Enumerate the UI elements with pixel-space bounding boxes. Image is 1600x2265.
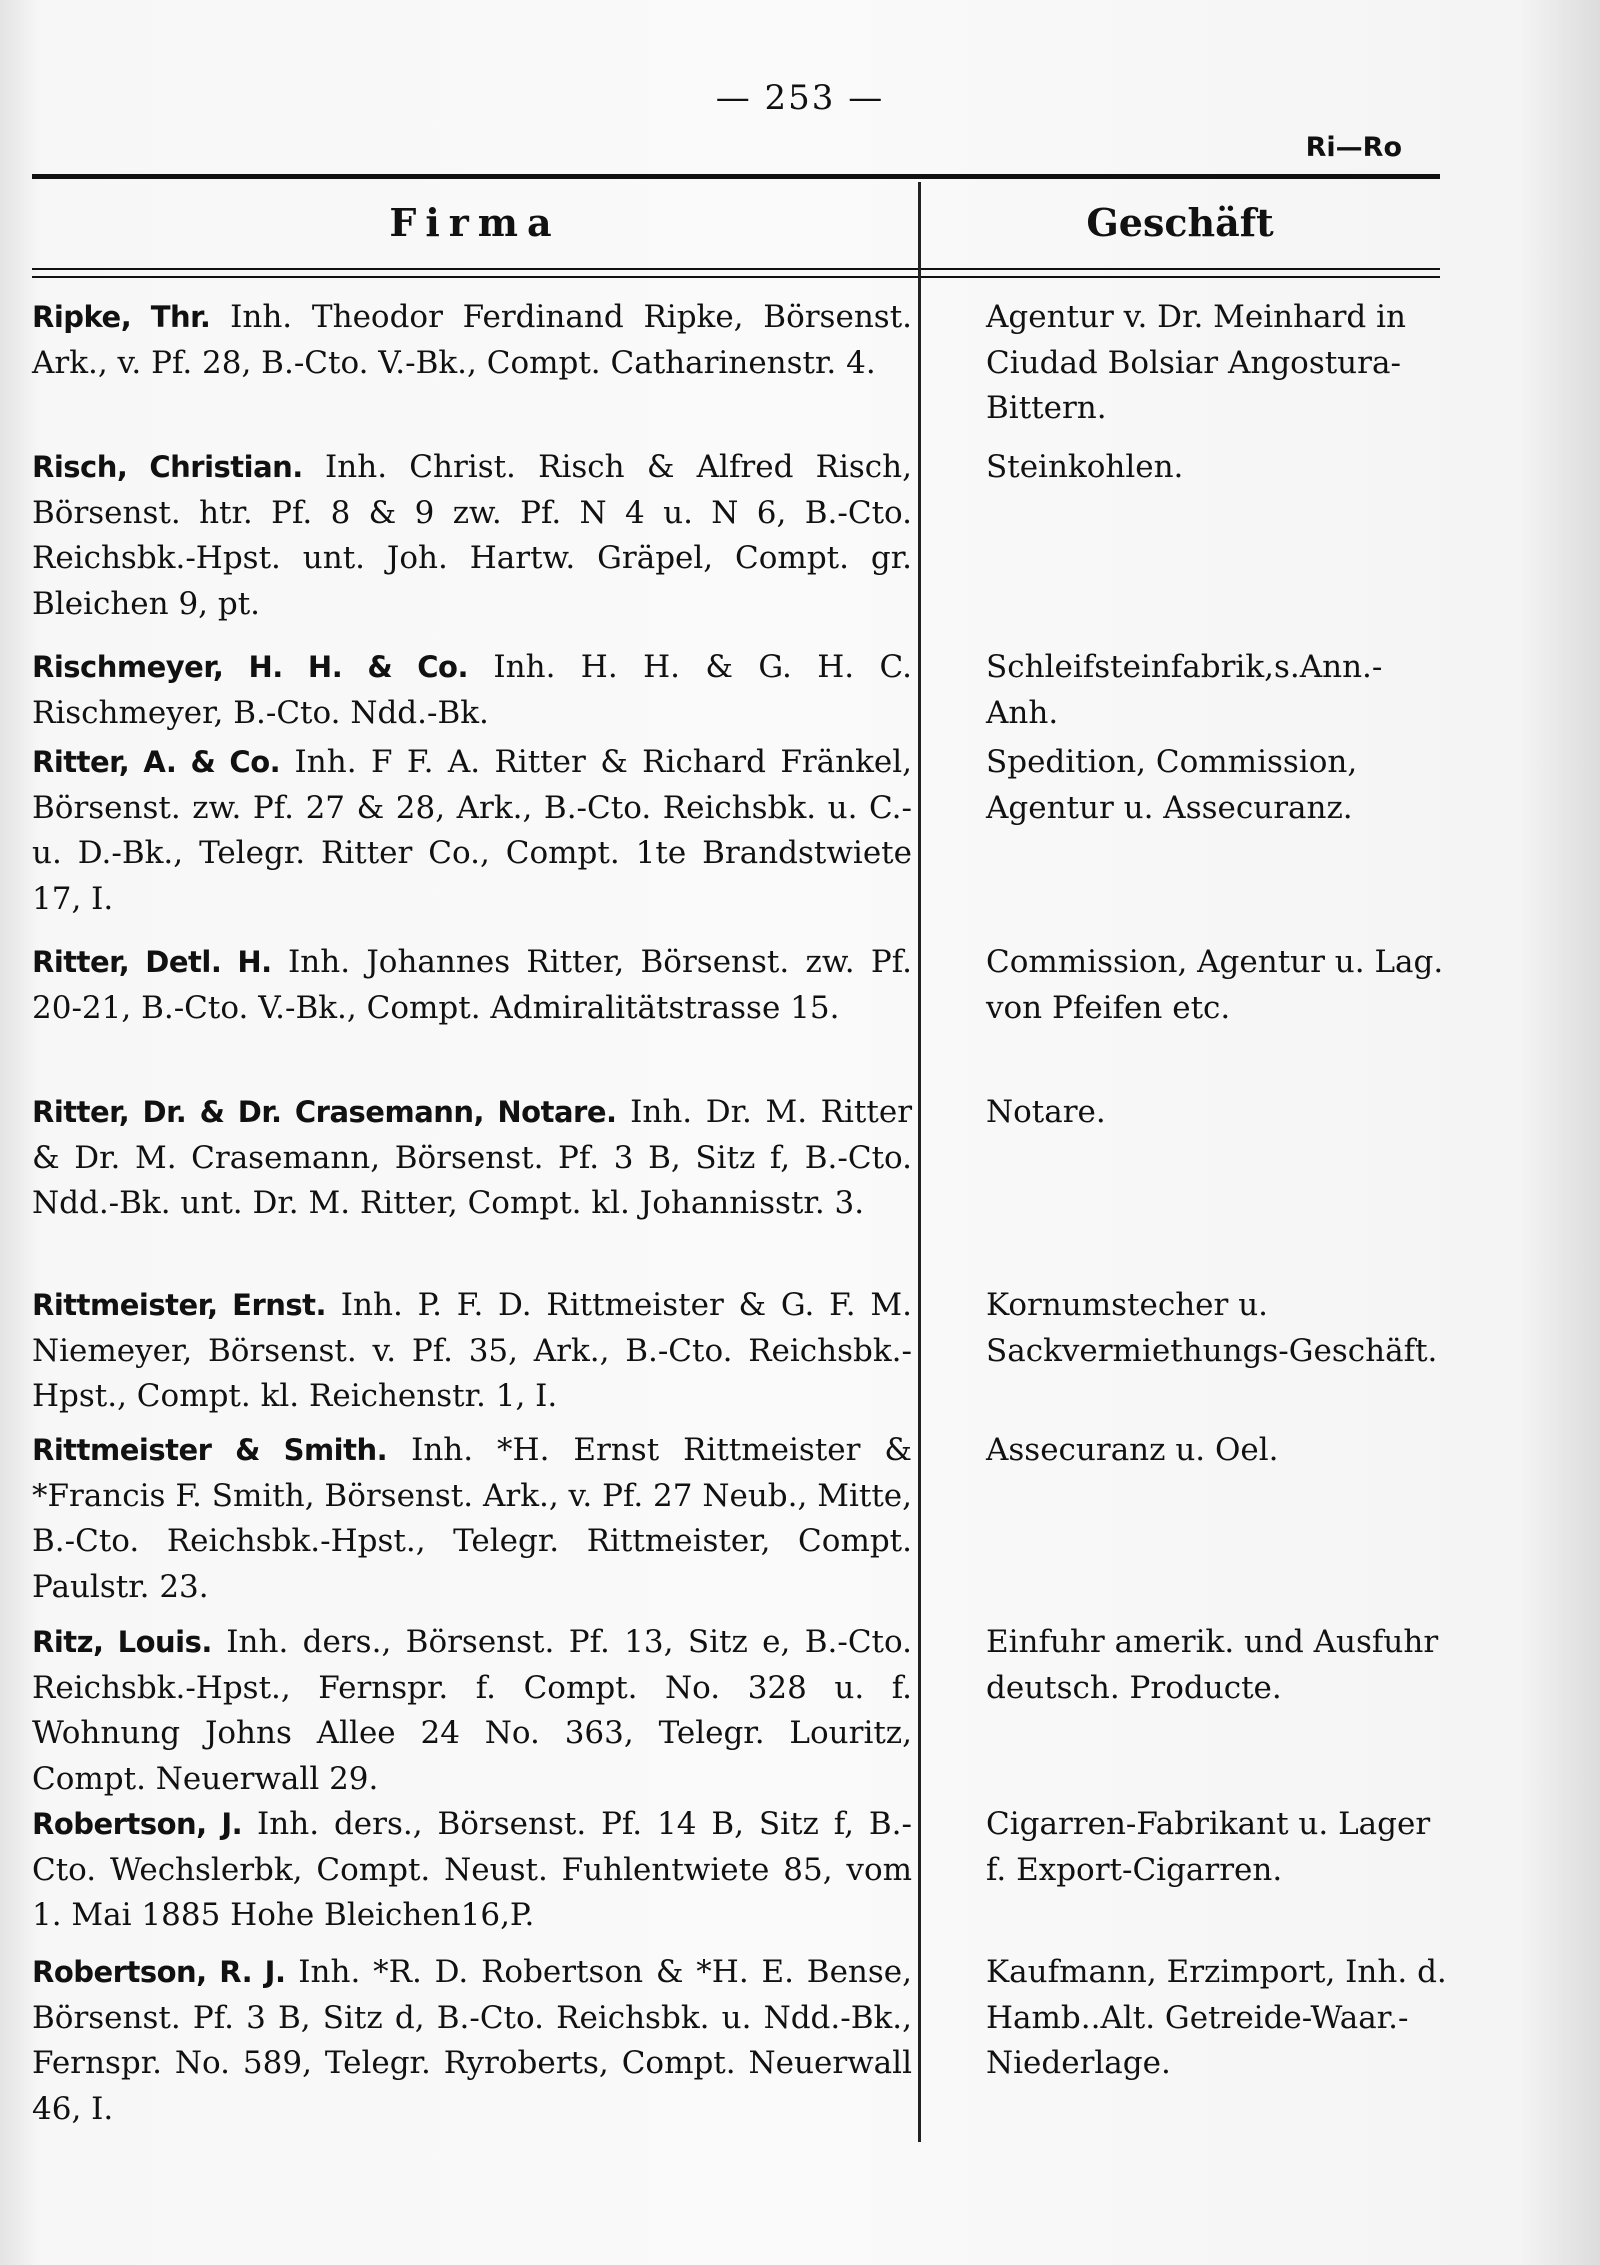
firma-cell [32,295,912,386]
firm-name: Rischmeyer, H. H. & Co. [32,650,468,684]
firma-cell [32,940,912,1031]
geschaeft-cell: Einfuhr amerik. und Ausfuhr deutsch. Producte. [986,1624,1439,1706]
firm-name: Ritter, Dr. & Dr. Crasemann, Notare. [32,1095,617,1129]
firm-name: Robertson, J. [32,1807,243,1841]
column-header-geschaeft: Geschäft [1086,200,1274,245]
firma-cell [32,1090,912,1227]
firm-details: Inh. *R. D. Robertson & *H. E. Bense, Börsenst. Pf. 3 B, Sitz d, B.-Cto. Reichsbk. u. Ndd.-Bk., Fernspr. No. 589, Telegr. Ryroberts, Compt. Neuerwall 46, I. [32,1954,912,2127]
firm-name: Ritter, Detl. H. [32,945,272,979]
firm-name: Rittmeister & Smith. [32,1433,388,1467]
firm-name: Risch, Christian. [32,450,303,484]
firm-name: Robertson, R. J. [32,1955,286,1989]
firma-cell [32,1802,912,1939]
firm-details: Inh. ders., Börsenst. Pf. 14 B, Sitz f, B.-Cto. Wechslerbk, Compt. Neust. Fuhlentwiete 85, vom 1. Mai 1885 Hohe Bleichen16,P. [32,1806,912,1933]
geschaeft-cell: Commission, Agentur u. Lag. von Pfeifen etc. [986,944,1444,1026]
geschaeft-cell: Agentur v. Dr. Meinhard in Ciudad Bolsiar Angostura-Bittern. [986,299,1406,426]
firm-details: Inh. H. H. & G. H. C. Rischmeyer, B.-Cto. Ndd.-Bk. [32,649,912,731]
firm-name: Ritz, Louis. [32,1625,212,1659]
geschaeft-cell: Notare. [986,1094,1106,1130]
geschaeft-cell: Cigarren-Fabrikant u. Lager f. Export-Cigarren. [986,1806,1431,1888]
geschaeft-cell: Steinkohlen. [986,449,1184,485]
geschaeft-cell: Assecuranz u. Oel. [986,1432,1279,1468]
column-divider [918,182,921,2142]
firm-details: Inh. F F. A. Ritter & Richard Fränkel, Börsenst. zw. Pf. 27 & 28, Ark., B.-Cto. Reichsbk. u. C.- u. D.-Bk., Telegr. Ritter Co., Compt. 1te Brandstwiete 17, I. [32,744,912,917]
firm-name: Rittmeister, Ernst. [32,1288,327,1322]
firm-details: Inh. ders., Börsenst. Pf. 13, Sitz e, B.-Cto. Reichsbk.-Hpst., Fernspr. f. Compt. No. 328 u. f. Wohnung Johns Allee 24 No. 363, Telegr. Louritz, Compt. Neuerwall 29. [32,1624,912,1797]
geschaeft-cell: Kornumstecher u. Sackvermiethungs-Geschäft. [986,1287,1438,1369]
firma-cell [32,740,912,922]
firma-cell [32,645,912,736]
header-rule [32,268,1440,270]
firma-cell [32,1620,912,1802]
firm-name: Ripke, Thr. [32,300,211,334]
firma-cell [32,1428,912,1610]
firma-cell [32,1950,912,2132]
firm-details: Inh. P. F. D. Rittmeister & G. F. M. Niemeyer, Börsenst. v. Pf. 35, Ark., B.-Cto. Reichsbk.-Hpst., Compt. kl. Reichenstr. 1, I. [32,1287,912,1414]
firma-cell [32,1283,912,1420]
column-header-firma: Firma [389,200,561,245]
page-number: — 253 — [715,78,885,118]
firm-name: Ritter, A. & Co. [32,745,281,779]
geschaeft-cell: Spedition, Commission, Agentur u. Assecuranz. [986,744,1358,826]
section-range: Ri—Ro [1305,132,1402,163]
top-rule [32,174,1440,179]
header-rule-double [32,276,1440,278]
firm-details: Inh. *H. Ernst Rittmeister & *Francis F. Smith, Börsenst. Ark., v. Pf. 27 Neub., Mitte, B.-Cto. Reichsbk.-Hpst., Telegr. Rittmeister, Compt. Paulstr. 23. [32,1432,912,1605]
firma-cell [32,445,912,627]
geschaeft-cell: Schleifsteinfabrik,s.Ann.-Anh. [986,649,1383,731]
geschaeft-cell: Kaufmann, Erzimport, Inh. d. Hamb..Alt. Getreide-Waar.-Niederlage. [986,1954,1447,2081]
firm-details: Inh. Christ. Risch & Alfred Risch, Börsenst. htr. Pf. 8 & 9 zw. Pf. N 4 u. N 6, B.-Cto. Reichsbk.-Hpst. unt. Joh. Hartw. Gräpel, Compt. gr. Bleichen 9, pt. [32,449,912,622]
firm-details: Inh. Theodor Ferdinand Ripke, Börsenst. Ark., v. Pf. 28, B.-Cto. V.-Bk., Compt. Catharinenstr. 4. [32,299,913,381]
firm-details: Inh. Dr. M. Ritter & Dr. M. Crasemann, Börsenst. Pf. 3 B, Sitz f, B.-Cto. Ndd.-Bk. unt. Dr. M. Ritter, Compt. kl. Johannisstr. 3. [32,1094,913,1221]
firm-details: Inh. Johannes Ritter, Börsenst. zw. Pf. 20-21, B.-Cto. V.-Bk., Compt. Admiralitätstrasse 15. [32,944,912,1026]
